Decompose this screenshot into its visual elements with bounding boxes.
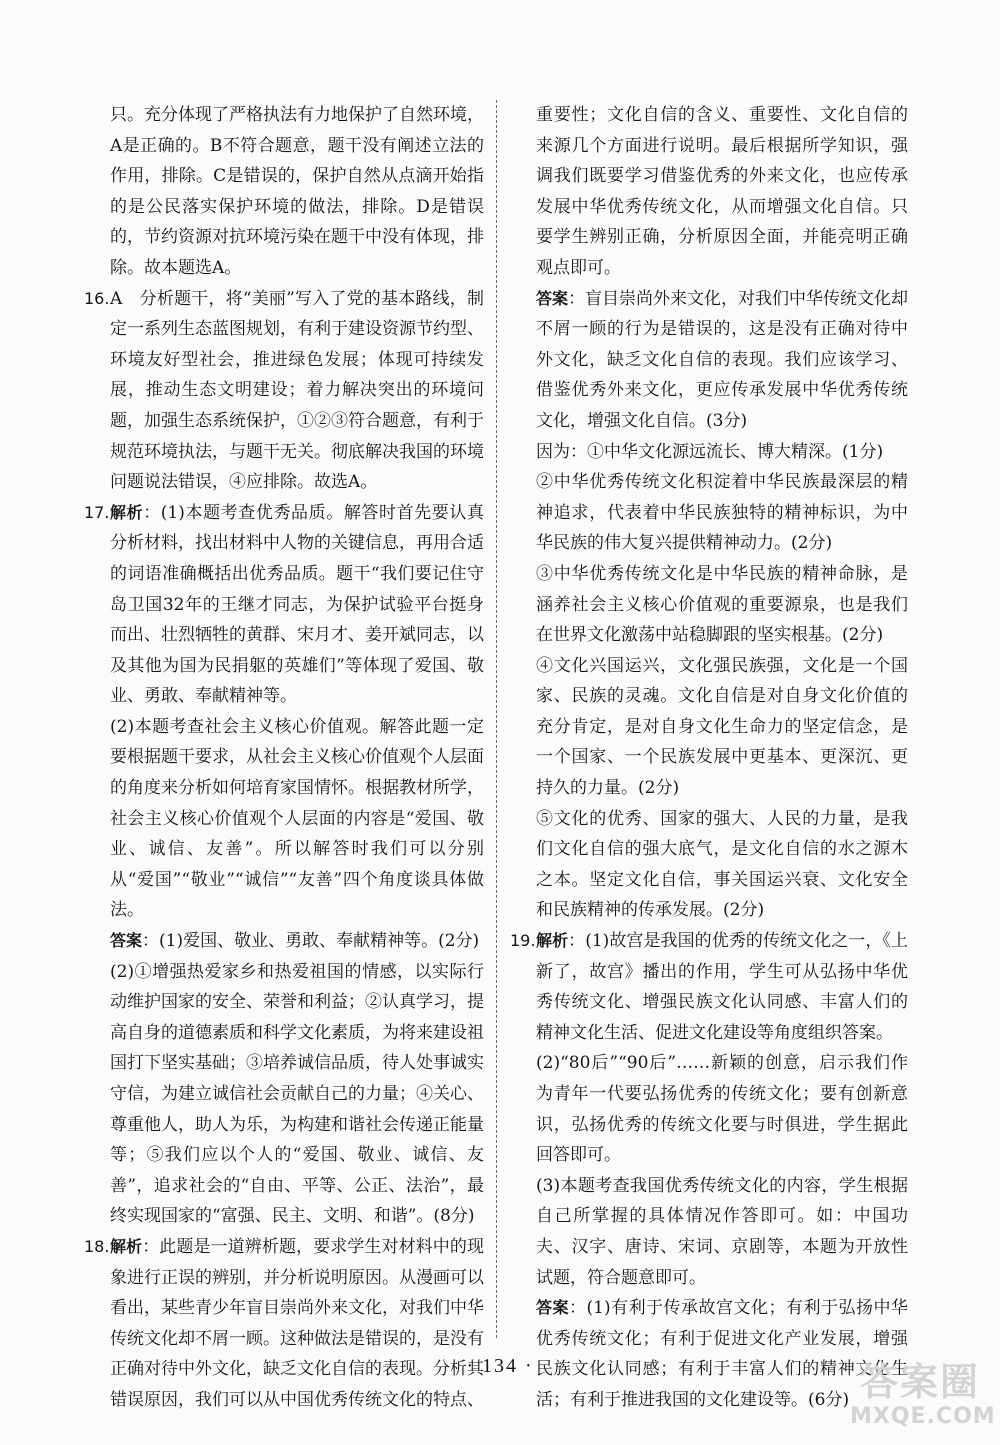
q19-analysis-text: ：(1)故宫是我国的优秀的传统文化之一，《上新了，故宫》播出的作用，学生可从弘扬中华优秀传统文化、增强民族文化认同感、丰富人们的精神文化生活、促进文化建设等角度组织答案。 bbox=[536, 931, 908, 1043]
answer-label: 答案 bbox=[536, 1298, 569, 1318]
q17-analysis-text: ：(1)本题考查优秀品质。解答时首先要认真分析材料，找出材料中人物的关键信息，再用合适的词语准确概括出优秀品质。题干“我们要记住守岛卫国32年的王继才同志，为保护试验平台挺身而出、壮烈牺牲的黄群、宋月才、姜开斌同志，以及其他为国为民捐躯的英雄们”等体现了爱国、敬业、勇敢、奉献精神等。 bbox=[110, 502, 484, 707]
question-17 bbox=[84, 498, 484, 1232]
q17-analysis-2: (2)本题考查社会主义核心价值观。解答此题一定要根据题干要求，从社会主义核心价值观个人层面的角度来分析如何培育家国情怀。根据教材所学，社会主义核心价值观个人层面的内容是“爱国、敬业、诚信、友善”。所以解答时我们可以分别从“爱国”“敬业”“诚信”“友善”四个角度谈具体做法。 bbox=[110, 716, 484, 921]
left-column bbox=[84, 100, 484, 1416]
question-number: 18. bbox=[84, 1236, 110, 1256]
question-16 bbox=[84, 284, 484, 498]
q17-answer-2: (2)①增强热爱家乡和热爱祖国的情感，以实际行动维护国家的安全、荣誉和利益；②认真学习，提高自身的道德素质和科学文化素质，为将来建设祖国打下坚实基础；③培养诚信品质，待人处事诚实守信，为建立诚信社会贡献自己的力量；④关心、尊重他人，助人为乐，为构建和谐社会传递正能量等；⑤我们应以个人的“爱国、敬业、诚信、友善”，追求社会的“自由、平等、公正、法治”，最终实现国家的“富强、民主、文明、和谐”。(8分) bbox=[110, 961, 484, 1227]
question-number: 17. bbox=[84, 502, 110, 522]
q18-analysis-continuation: 重要性；文化自信的含义、重要性、文化自信的来源几个方面进行说明。最后根据所学知识，强调我们既要学习借鉴优秀的外来文化，也应传承发展中华优秀传统文化，从而增强文化自信。只要学生辨别正确，分析原因全面，并能亮明正确观点即可。 bbox=[536, 105, 908, 278]
question-number: 19. bbox=[510, 931, 536, 951]
page-number: · 134 · bbox=[466, 1355, 534, 1377]
question-19 bbox=[510, 926, 908, 1416]
question-number: 16. bbox=[84, 288, 110, 308]
q15-continuation: 只。充分体现了严格执法有力地保护了自然环境，A是正确的。B不符合题意，题干没有阐述立法的作用，排除。C是错误的，保护自然从点滴开始指的是公民落实保护环境的做法，排除。D是错误的，节约资源对抗环境污染在题干中没有体现，排除。故本题选A。 bbox=[110, 105, 484, 278]
q19-analysis-2: (2)“80后”“90后”……新颖的创意，启示我们作为青年一代要弘扬优秀的传统文化；要有创新意识，弘扬优秀的传统文化要与时俱进，学生据此回答即可。 bbox=[536, 1053, 908, 1166]
answer-label: 答案 bbox=[110, 931, 143, 951]
q18-analysis-text: ：此题是一道辨析题，要求学生对材料中的现象进行正误的辨别，并分析说明原因。从漫画可以看出，某些青少年盲目崇尚外来文化，对我们中华传统文化却不屑一顾。这种做法是错误的，是没有正确对待中外文化，缺乏文化自信的表现。分析其错误原因，我们可以从中国优秀传统文化的特点、 bbox=[110, 1236, 484, 1410]
q18-analysis bbox=[110, 1232, 484, 1416]
q17-answer-text: ：(1)爱国、敬业、勇敢、奉献精神等。(2分) bbox=[142, 931, 480, 952]
watermark-logo bbox=[850, 1360, 996, 1440]
q18-reason-3: ③中华优秀传统文化是中华民族的精神命脉，是涵养社会主义核心价值观的重要源泉，也是我们在世界文化激荡中站稳脚跟的坚实根基。(2分) bbox=[536, 563, 908, 646]
q19-analysis-3: (3)本题考查我国优秀传统文化的内容，学生根据自己所掌握的具体情况作答即可。如：中国功夫、汉字、唐诗、宋词、京剧等，本题为开放性试题，符合题意即可。 bbox=[536, 1175, 908, 1288]
q18-reason-2: ②中华优秀传统文化积淀着中华民族最深层的精神追求，代表着中华民族独特的精神标识，为中华民族的伟大复兴提供精神动力。(2分) bbox=[536, 472, 908, 554]
q18-answer bbox=[510, 284, 908, 437]
q18-reason-4: ④文化兴国运兴，文化强民族强，文化是一个国家、民族的灵魂。文化自信是对自身文化价值的充分肯定，是对自身文化生命力的坚定信念，是一个国家、一个民族发展中更基本、更深沉、更持久的力量。(2分) bbox=[536, 655, 908, 799]
q18-because: 因为：①中华文化源远流长、博大精深。(1分) bbox=[536, 441, 884, 462]
question-18 bbox=[84, 1232, 484, 1416]
q17-answer-1 bbox=[110, 926, 484, 957]
answer-label: 答案 bbox=[536, 288, 569, 308]
q18-reason-5: ⑤文化的优秀、国家的强大、人民的力量，是我们文化自信的强大底气，是文化自信的水之源木之本。坚定文化自信，事关国运兴衰、文化安全和民族精神的传承发展。(2分) bbox=[536, 808, 908, 921]
column-divider bbox=[496, 100, 497, 1338]
q17-analysis-1 bbox=[110, 498, 484, 712]
analysis-label: 解析 bbox=[110, 502, 144, 522]
analysis-label: 解析 bbox=[110, 1236, 143, 1256]
q19-answer-text: ：(1)有利于传承故宫文化；有利于弘扬中华优秀传统文化；有利于促进文化产业发展，增强民族文化认同感；有利于丰富人们的精神文化生活；有利于推进我国的文化建设等。(6分) bbox=[536, 1298, 908, 1410]
watermark-top-text: 答案圈 bbox=[859, 1360, 980, 1404]
watermark-bottom-text: MXQE.COM bbox=[850, 1404, 996, 1429]
right-column bbox=[510, 100, 908, 1416]
q19-analysis-1 bbox=[536, 926, 908, 1048]
analysis-label: 解析 bbox=[536, 931, 569, 951]
q16-analysis: A 分析题干，将“美丽”写入了党的基本路线，制定一系列生态蓝图规划，有利于建设资源节约型、环境友好型社会，推进绿色发展；体现可持续发展，推动生态文明建设；着力解决突出的环境问题，加强生态系统保护，①②③符合题意，有利于规范环境执法，与题干无关。彻底解决我国的环境问题说法错误，④应排除。故选A。 bbox=[110, 288, 484, 493]
q18-answer-text: ：盲目崇尚外来文化，对我们中华传统文化却不屑一顾的行为是错误的，这是没有正确对待中外文化，缺乏文化自信的表现。我们应该学习、借鉴优秀外来文化，更应传承发展中华优秀传统文化，增强文化自信。(3分) bbox=[536, 288, 909, 431]
